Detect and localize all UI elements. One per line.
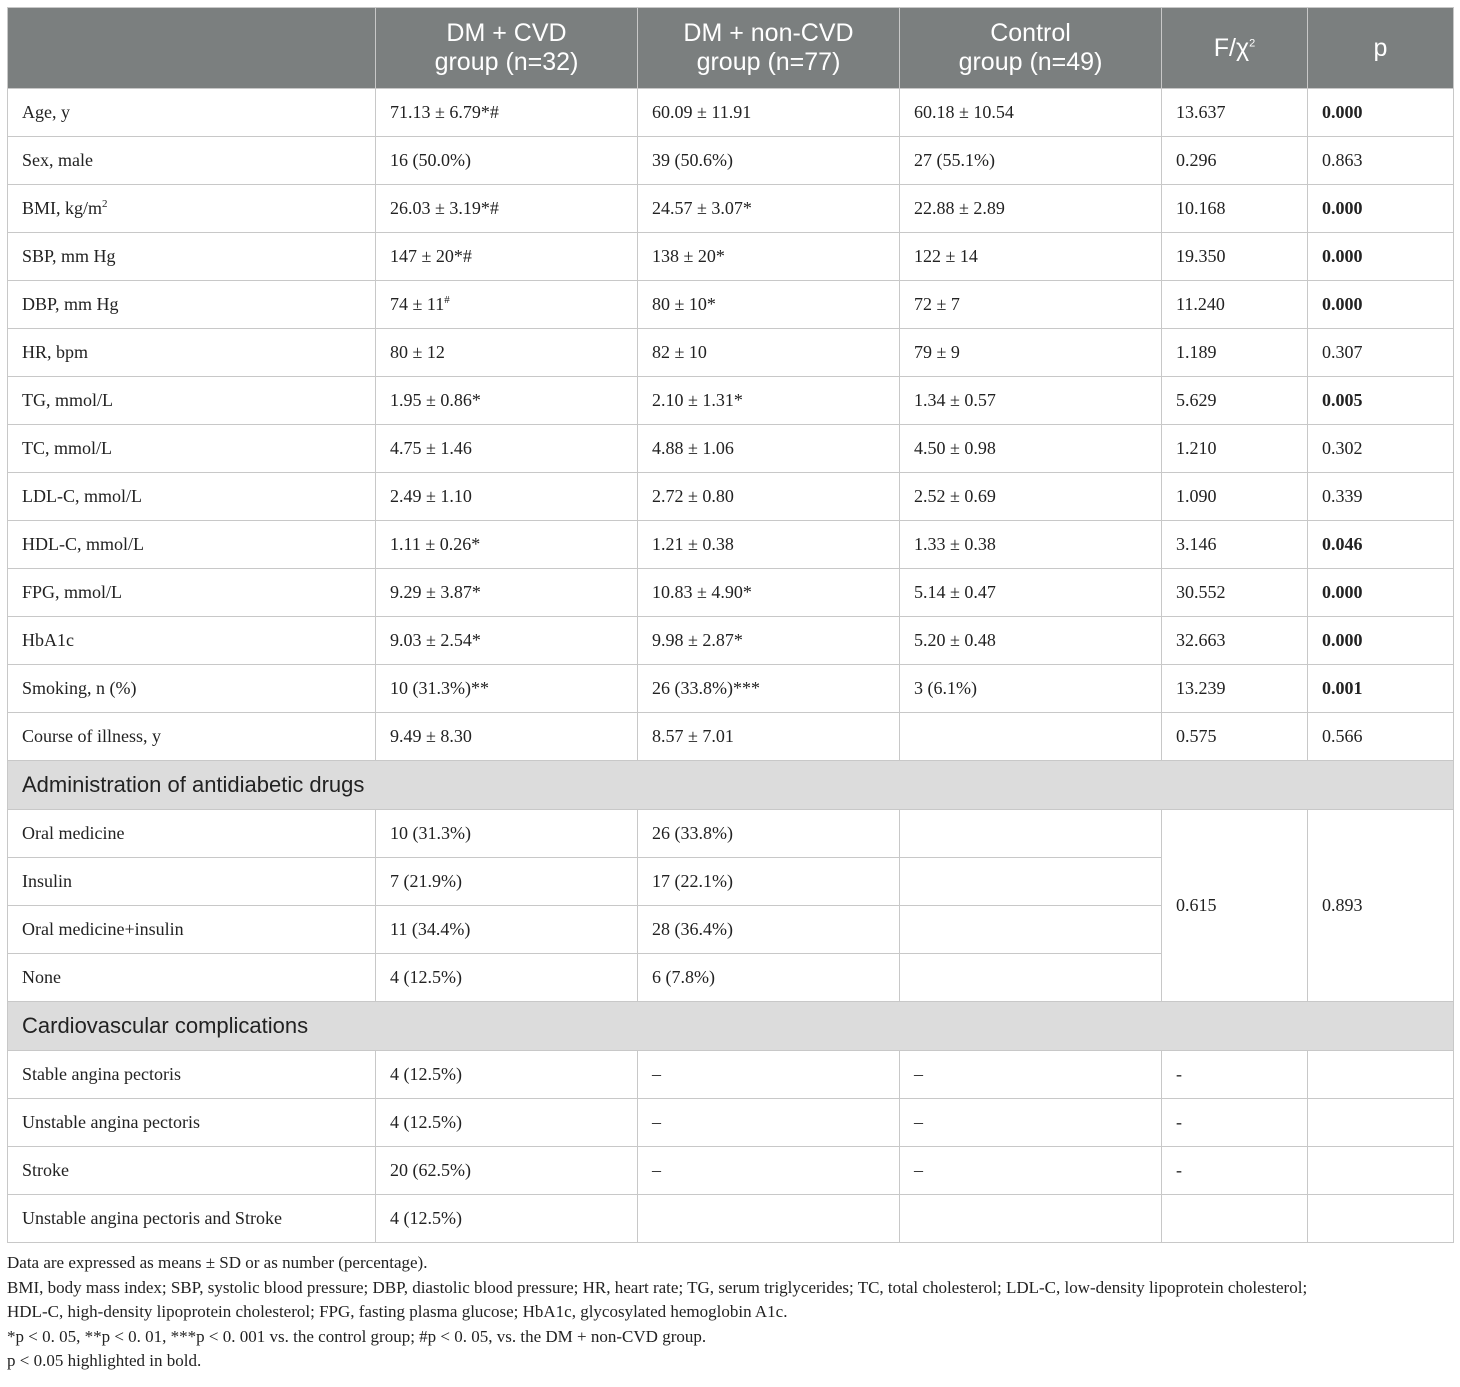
cell-dm-cvd: 10 (31.3%) <box>376 810 638 858</box>
cell-f-chi2: 1.210 <box>1162 425 1308 473</box>
table-container <box>7 7 1453 1374</box>
footnote-line: p < 0.05 highlighted in bold. <box>7 1351 202 1370</box>
row-label: Smoking, n (%) <box>8 665 376 713</box>
cell-control <box>900 1195 1162 1243</box>
cell-f-chi2: - <box>1162 1051 1308 1099</box>
cell-f-chi2: 11.240 <box>1162 281 1308 329</box>
cell-p-value: 0.000 <box>1308 233 1454 281</box>
cell-control: 27 (55.1%) <box>900 137 1162 185</box>
table-row <box>8 137 1454 185</box>
cell-dm-noncvd: – <box>638 1099 900 1147</box>
table-row <box>8 377 1454 425</box>
header-dm-cvd-line1: DM + CVD <box>446 19 567 47</box>
cell-control: 1.33 ± 0.38 <box>900 521 1162 569</box>
table-body <box>8 89 1454 1243</box>
header-dm-noncvd-line1: DM + non-CVD <box>683 19 854 47</box>
cell-dm-noncvd: 6 (7.8%) <box>638 954 900 1002</box>
row-label: HR, bpm <box>8 329 376 377</box>
row-label: None <box>8 954 376 1002</box>
table-row <box>8 1099 1454 1147</box>
section-antidiabetic-drugs <box>8 761 1454 810</box>
cell-f-chi2: 5.629 <box>1162 377 1308 425</box>
cell-control: 79 ± 9 <box>900 329 1162 377</box>
footnote-line: *p < 0. 05, **p < 0. 01, ***p < 0. 001 vs. the control group; #p < 0. 05, vs. the DM + non-CVD group. <box>7 1326 707 1346</box>
cell-control <box>900 858 1162 906</box>
cell-p-value <box>1308 1051 1454 1099</box>
cell-control: – <box>900 1051 1162 1099</box>
cell-control: – <box>900 1099 1162 1147</box>
cell-dm-noncvd: 8.57 ± 7.01 <box>638 713 900 761</box>
footnote-line: BMI, body mass index; SBP, systolic blood pressure; DBP, diastolic blood pressure; HR, heart rate; TG, serum triglycerides; TC, total cholesterol; LDL-C, low-density lipoprotein cholesterol; <box>7 1277 1308 1297</box>
cell-p-value <box>1308 1147 1454 1195</box>
cell-control <box>900 906 1162 954</box>
header-control-line2: group (n=49) <box>958 48 1103 76</box>
cell-dm-cvd <box>376 281 638 329</box>
row-label: Unstable angina pectoris <box>8 1099 376 1147</box>
table-row <box>8 1195 1454 1243</box>
row-label: Oral medicine+insulin <box>8 906 376 954</box>
cell-dm-cvd: 9.49 ± 8.30 <box>376 713 638 761</box>
cell-dm-cvd: 4 (12.5%) <box>376 954 638 1002</box>
cell-dm-cvd: 147 ± 20*# <box>376 233 638 281</box>
cell-dm-noncvd: 9.98 ± 2.87* <box>638 617 900 665</box>
cell-control: 2.52 ± 0.69 <box>900 473 1162 521</box>
header-f-chi-text: F/χ <box>1213 33 1250 62</box>
cell-f-chi2: 10.168 <box>1162 185 1308 233</box>
header-control-line1: Control <box>990 19 1071 47</box>
cell-p-value <box>1308 1099 1454 1147</box>
cell-dm-noncvd: 2.72 ± 0.80 <box>638 473 900 521</box>
cell-p-value: 0.000 <box>1308 185 1454 233</box>
cell-control: 60.18 ± 10.54 <box>900 89 1162 137</box>
cell-dm-cvd: 4 (12.5%) <box>376 1099 638 1147</box>
cell-f-chi2: 3.146 <box>1162 521 1308 569</box>
cell-dm-cvd: 9.03 ± 2.54* <box>376 617 638 665</box>
cell-control <box>900 954 1162 1002</box>
footnote-line: HDL-C, high-density lipoprotein cholesterol; FPG, fasting plasma glucose; HbA1c, glycosylated hemoglobin A1c. <box>7 1302 788 1321</box>
cell-dm-noncvd: – <box>638 1051 900 1099</box>
cell-dm-noncvd: 26 (33.8%)*** <box>638 665 900 713</box>
cell-f-chi2: 13.637 <box>1162 89 1308 137</box>
cell-dm-cvd: 10 (31.3%)** <box>376 665 638 713</box>
cell-dm-cvd: 4 (12.5%) <box>376 1195 638 1243</box>
header-f-chi-sup: 2 <box>1249 37 1256 50</box>
cell-dm-cvd: 11 (34.4%) <box>376 906 638 954</box>
header-p: p <box>1308 8 1454 89</box>
cell-p-value: 0.046 <box>1308 521 1454 569</box>
cell-dm-cvd: 16 (50.0%) <box>376 137 638 185</box>
cell-dm-noncvd: 2.10 ± 1.31* <box>638 377 900 425</box>
row-label-text: BMI, kg/m <box>22 198 103 218</box>
cell-dm-cvd: 26.03 ± 3.19*# <box>376 185 638 233</box>
cell-control: 22.88 ± 2.89 <box>900 185 1162 233</box>
table-row <box>8 473 1454 521</box>
table-row <box>8 713 1454 761</box>
cell-p-value <box>1308 1195 1454 1243</box>
cell-dm-noncvd: 24.57 ± 3.07* <box>638 185 900 233</box>
cell-control <box>900 713 1162 761</box>
cell-dm-cvd: 4.75 ± 1.46 <box>376 425 638 473</box>
cell-p-value: 0.893 <box>1308 810 1454 1002</box>
row-label-superscript: 2 <box>102 198 108 210</box>
row-label: HDL-C, mmol/L <box>8 521 376 569</box>
cell-p-value: 0.005 <box>1308 377 1454 425</box>
cell-f-chi2: 13.239 <box>1162 665 1308 713</box>
cell-control: 5.20 ± 0.48 <box>900 617 1162 665</box>
table-row <box>8 89 1454 137</box>
cell-p-value: 0.339 <box>1308 473 1454 521</box>
cell-dm-cvd: 1.11 ± 0.26* <box>376 521 638 569</box>
section-cardiovascular-complications-title: Cardiovascular complications <box>8 1002 1454 1051</box>
header-dm-cvd <box>376 8 638 89</box>
cell-control: 1.34 ± 0.57 <box>900 377 1162 425</box>
cell-dm-noncvd: 1.21 ± 0.38 <box>638 521 900 569</box>
cell-dm-cvd: 80 ± 12 <box>376 329 638 377</box>
cell-dm-noncvd: 10.83 ± 4.90* <box>638 569 900 617</box>
table-row <box>8 233 1454 281</box>
row-label: Stable angina pectoris <box>8 1051 376 1099</box>
footnote-line: Data are expressed as means ± SD or as number (percentage). <box>7 1253 428 1272</box>
cell-dm-cvd: 20 (62.5%) <box>376 1147 638 1195</box>
row-label <box>8 185 376 233</box>
cell-control: 4.50 ± 0.98 <box>900 425 1162 473</box>
cell-f-chi2: - <box>1162 1147 1308 1195</box>
cell-dm-noncvd: 26 (33.8%) <box>638 810 900 858</box>
cell-dm-cvd: 1.95 ± 0.86* <box>376 377 638 425</box>
cell-dm-cvd: 4 (12.5%) <box>376 1051 638 1099</box>
cell-dm-cvd-superscript: # <box>444 294 450 306</box>
table-row <box>8 810 1454 858</box>
cell-p-value: 0.000 <box>1308 569 1454 617</box>
baseline-characteristics-table <box>7 7 1454 1243</box>
table-row <box>8 329 1454 377</box>
cell-p-value: 0.566 <box>1308 713 1454 761</box>
row-label: DBP, mm Hg <box>8 281 376 329</box>
row-label: Stroke <box>8 1147 376 1195</box>
cell-dm-noncvd: 4.88 ± 1.06 <box>638 425 900 473</box>
cell-dm-cvd-text: 74 ± 11 <box>390 294 445 314</box>
header-row <box>8 8 1454 89</box>
cell-dm-cvd: 2.49 ± 1.10 <box>376 473 638 521</box>
section-antidiabetic-drugs-title: Administration of antidiabetic drugs <box>8 761 1454 810</box>
cell-dm-noncvd: – <box>638 1147 900 1195</box>
cell-f-chi2: 0.575 <box>1162 713 1308 761</box>
cell-dm-noncvd: 39 (50.6%) <box>638 137 900 185</box>
row-label: Insulin <box>8 858 376 906</box>
header-f-chi2 <box>1162 8 1308 89</box>
table-row <box>8 1051 1454 1099</box>
table-row <box>8 521 1454 569</box>
table-row <box>8 617 1454 665</box>
header-dm-cvd-line2: group (n=32) <box>434 48 579 76</box>
cell-control <box>900 810 1162 858</box>
cell-f-chi2: 32.663 <box>1162 617 1308 665</box>
cell-dm-noncvd: 82 ± 10 <box>638 329 900 377</box>
row-label: FPG, mmol/L <box>8 569 376 617</box>
table-row <box>8 569 1454 617</box>
cell-f-chi2: - <box>1162 1099 1308 1147</box>
table-row <box>8 281 1454 329</box>
header-blank <box>8 8 376 89</box>
header-dm-noncvd <box>638 8 900 89</box>
row-label: TG, mmol/L <box>8 377 376 425</box>
cell-p-value: 0.000 <box>1308 89 1454 137</box>
row-label: Age, y <box>8 89 376 137</box>
row-label: Course of illness, y <box>8 713 376 761</box>
row-label: Unstable angina pectoris and Stroke <box>8 1195 376 1243</box>
row-label: HbA1c <box>8 617 376 665</box>
cell-dm-noncvd: 17 (22.1%) <box>638 858 900 906</box>
cell-control: 72 ± 7 <box>900 281 1162 329</box>
table-row <box>8 425 1454 473</box>
cell-dm-noncvd: 80 ± 10* <box>638 281 900 329</box>
cell-dm-cvd: 71.13 ± 6.79*# <box>376 89 638 137</box>
cell-p-value: 0.001 <box>1308 665 1454 713</box>
cell-dm-cvd: 9.29 ± 3.87* <box>376 569 638 617</box>
table-row <box>8 665 1454 713</box>
cell-f-chi2 <box>1162 1195 1308 1243</box>
cell-dm-noncvd: 28 (36.4%) <box>638 906 900 954</box>
cell-dm-noncvd <box>638 1195 900 1243</box>
cell-p-value: 0.000 <box>1308 281 1454 329</box>
cell-f-chi2: 1.090 <box>1162 473 1308 521</box>
cell-control: 3 (6.1%) <box>900 665 1162 713</box>
cell-f-chi2: 1.189 <box>1162 329 1308 377</box>
cell-f-chi2: 30.552 <box>1162 569 1308 617</box>
cell-control: 5.14 ± 0.47 <box>900 569 1162 617</box>
cell-control: 122 ± 14 <box>900 233 1162 281</box>
cell-dm-noncvd: 138 ± 20* <box>638 233 900 281</box>
cell-p-value: 0.863 <box>1308 137 1454 185</box>
table-row <box>8 185 1454 233</box>
row-label: SBP, mm Hg <box>8 233 376 281</box>
cell-control: – <box>900 1147 1162 1195</box>
cell-f-chi2: 0.615 <box>1162 810 1308 1002</box>
table-row <box>8 1147 1454 1195</box>
cell-dm-cvd: 7 (21.9%) <box>376 858 638 906</box>
row-label: TC, mmol/L <box>8 425 376 473</box>
row-label: Oral medicine <box>8 810 376 858</box>
cell-p-value: 0.307 <box>1308 329 1454 377</box>
cell-f-chi2: 0.296 <box>1162 137 1308 185</box>
header-dm-noncvd-line2: group (n=77) <box>696 48 841 76</box>
cell-p-value: 0.000 <box>1308 617 1454 665</box>
row-label: LDL-C, mmol/L <box>8 473 376 521</box>
cell-dm-noncvd: 60.09 ± 11.91 <box>638 89 900 137</box>
header-control <box>900 8 1162 89</box>
row-label: Sex, male <box>8 137 376 185</box>
cell-p-value: 0.302 <box>1308 425 1454 473</box>
cell-f-chi2: 19.350 <box>1162 233 1308 281</box>
table-footnotes <box>7 1251 1453 1374</box>
section-cardiovascular-complications <box>8 1002 1454 1051</box>
